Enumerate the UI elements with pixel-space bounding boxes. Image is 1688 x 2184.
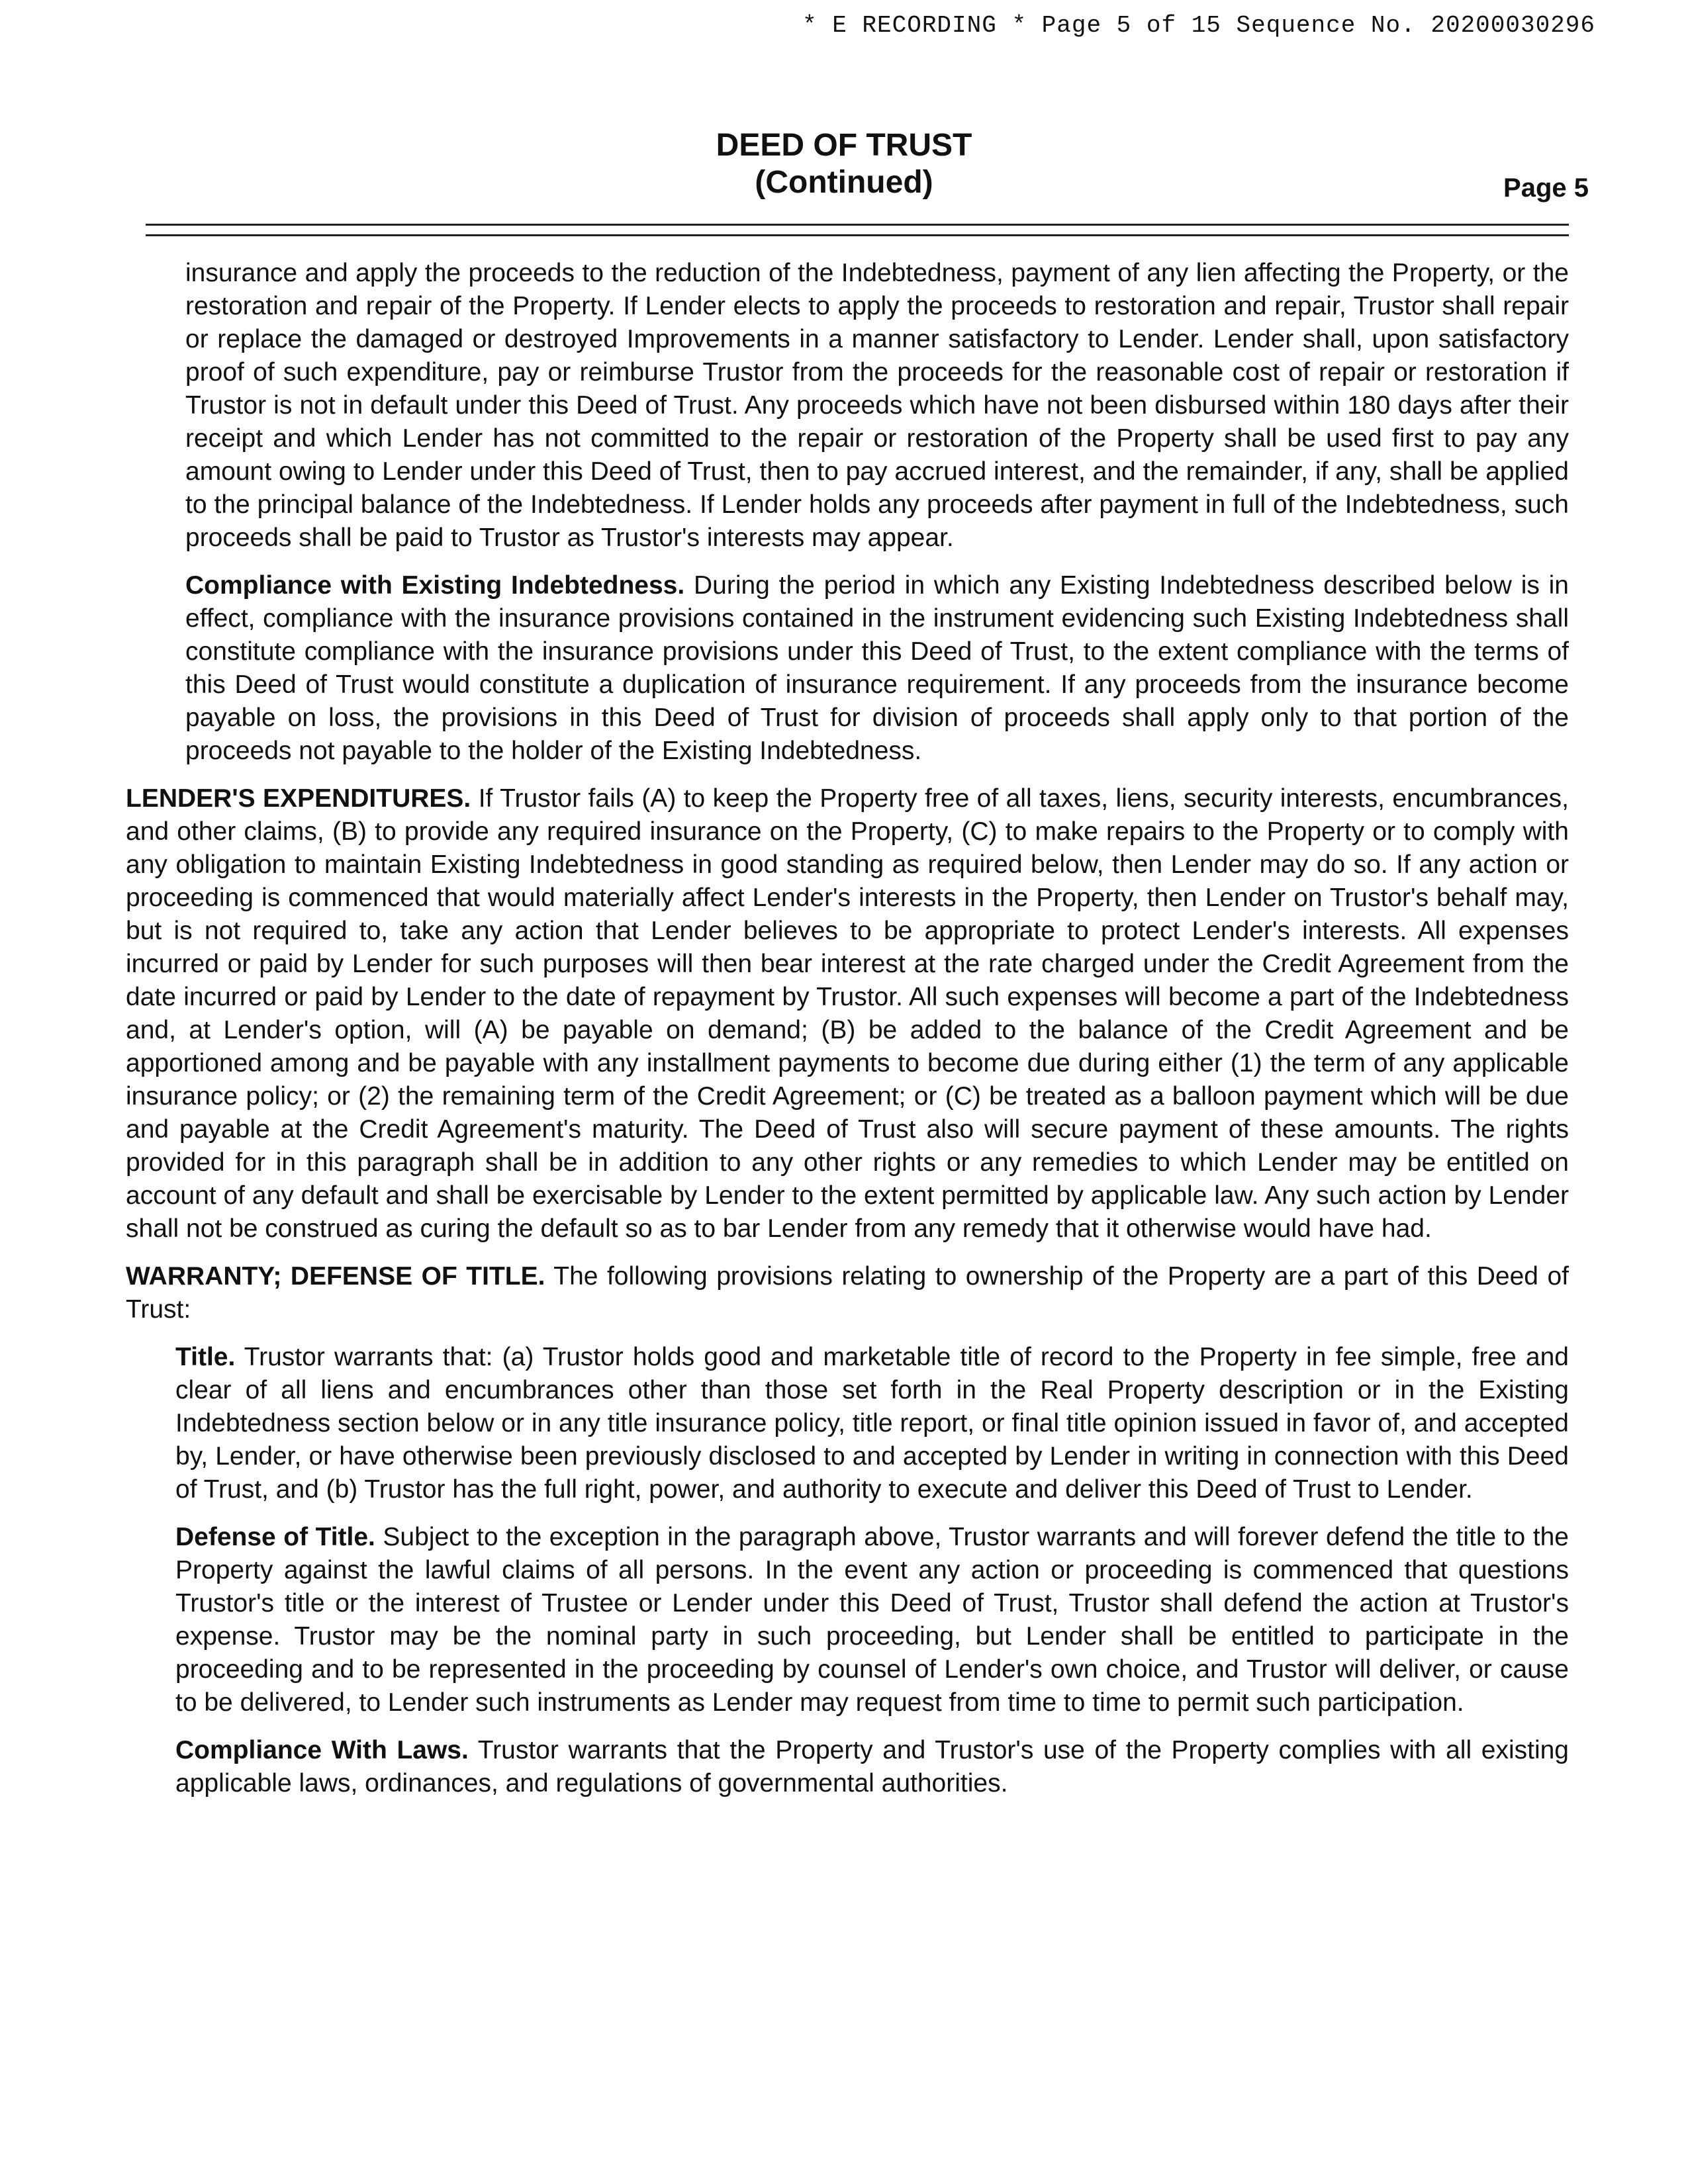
title-block: [0, 127, 1688, 201]
compliance-existing-paragraph: [185, 569, 1569, 768]
document-body: [126, 257, 1569, 1815]
compliance-existing-text: During the period in which any Existing Indebtedness described below is in effect, compliance with the insurance provisions contained in the instrument evidencing such Existing Indebtedness shall constitute compliance with the insurance provisions under this Deed of Trust, to the extent compliance with the terms of this Deed of Trust would constitute a duplication of insurance requirement. If any proceeds from the insurance become payable on loss, the provisions in this Deed of Trust for division of proceeds shall apply only to that portion of the proceeds not payable to the holder of the Existing Indebtedness.: [185, 571, 1569, 765]
defense-of-title-text: Subject to the exception in the paragraph above, Trustor warrants and will forever defend the title to the Property against the lawful claims of all persons. In the event any action or proceeding is commenced that questions Trustor's title or the interest of Trustee or Lender under this Deed of Trust, Trustor shall defend the action at Trustor's expense. Trustor may be the nominal party in such proceeding, but Lender shall be entitled to participate in the proceeding and to be represented in the proceeding by counsel of Lender's own choice, and Trustor will deliver, or cause to be delivered, to Lender such instruments as Lender may request from time to time to permit such participation.: [175, 1523, 1569, 1717]
header-rule-top: [146, 224, 1569, 226]
title-heading: Title.: [175, 1343, 236, 1371]
warranty-paragraph: [126, 1260, 1569, 1326]
warranty-heading: WARRANTY; DEFENSE OF TITLE.: [126, 1262, 545, 1291]
lenders-expenditures-paragraph: [126, 782, 1569, 1246]
title-text: Trustor warrants that: (a) Trustor holds good and marketable title of record to the Property in fee simple, free and clear of all liens and encumbrances other than those set forth in the Real Property description or in the Existing Indebtedness section below or in any title insurance policy, title report, or final title opinion issued in favor of, and accepted by, Lender, or have otherwise been previously disclosed to and accepted by Lender in writing in connection with this Deed of Trust, and (b) Trustor has the full right, power, and authority to execute and deliver this Deed of Trust to Lender.: [175, 1343, 1569, 1504]
title-paragraph: [175, 1341, 1569, 1506]
document-title: DEED OF TRUST: [716, 128, 972, 163]
compliance-laws-paragraph: [175, 1734, 1569, 1800]
compliance-laws-heading: Compliance With Laws.: [175, 1736, 469, 1764]
defense-of-title-heading: Defense of Title.: [175, 1523, 375, 1551]
defense-of-title-paragraph: [175, 1521, 1569, 1719]
page-number: Page 5: [1503, 173, 1589, 203]
lenders-expenditures-heading: LENDER'S EXPENDITURES.: [126, 784, 471, 813]
recording-header: * E RECORDING * Page 5 of 15 Sequence No. 20200030296: [802, 12, 1595, 39]
header-rule-bottom: [146, 234, 1569, 236]
lenders-expenditures-text: If Trustor fails (A) to keep the Property free of all taxes, liens, security interests, encumbrances, and other claims, (B) to provide any required insurance on the Property, (C) to make repairs to the Property or to comply with any obligation to maintain Existing Indebtedness in good standing as required below, then Lender may do so. If any action or proceeding is commenced that would materially affect Lender's interests in the Property, then Lender on Trustor's behalf may, but is not required to, take any action that Lender believes to be appropriate to protect Lender's interests. All expenses incurred or paid by Lender for such purposes will then bear interest at the rate charged under the Credit Agreement from the date incurred or paid by Lender to the date of repayment by Trustor. All such expenses will become a part of the Indebtedness and, at Lender's option, will (A) be payable on demand; (B) be added to the balance of the Credit Agreement and be apportioned among and be payable with any installment payments to become due during either (1) the term of any applicable insurance policy; or (2) the remaining term of the Credit Agreement; or (C) be treated as a balloon payment which will be due and payable at the Credit Agreement's maturity. The Deed of Trust also will secure payment of these amounts. The rights provided for in this paragraph shall be in addition to any other rights or any remedies to which Lender may be entitled on account of any default and shall be exercisable by Lender to the extent permitted by applicable law. Any such action by Lender shall not be construed as curing the default so as to bar Lender from any remedy that it otherwise would have had.: [126, 784, 1570, 1243]
compliance-existing-heading: Compliance with Existing Indebtedness.: [185, 571, 685, 600]
compliance-laws-text: Trustor warrants that the Property and Trustor's use of the Property complies with all existing applicable laws, ordinances, and regulations of governmental authorities.: [175, 1736, 1569, 1797]
document-subtitle: (Continued): [755, 165, 933, 200]
insurance-proceeds-text: insurance and apply the proceeds to the reduction of the Indebtedness, payment of any lien affecting the Property, or the restoration and repair of the Property. If Lender elects to apply the proceeds to restoration and repair, Trustor shall repair or replace the damaged or destroyed Improvements in a manner satisfactory to Lender. Lender shall, upon satisfactory proof of such expenditure, pay or reimburse Trustor from the proceeds for the reasonable cost of repair or restoration if Trustor is not in default under this Deed of Trust. Any proceeds which have not been disbursed within 180 days after their receipt and which Lender has not committed to the repair or restoration of the Property shall be used first to pay any amount owing to Lender under this Deed of Trust, then to pay accrued interest, and the remainder, if any, shall be applied to the principal balance of the Indebtedness. If Lender holds any proceeds after payment in full of the Indebtedness, such proceeds shall be paid to Trustor as Trustor's interests may appear.: [185, 259, 1569, 552]
insurance-proceeds-paragraph: [185, 257, 1569, 555]
warranty-text: The following provisions relating to ownership of the Property are a part of this Deed of Trust:: [126, 1262, 1569, 1324]
